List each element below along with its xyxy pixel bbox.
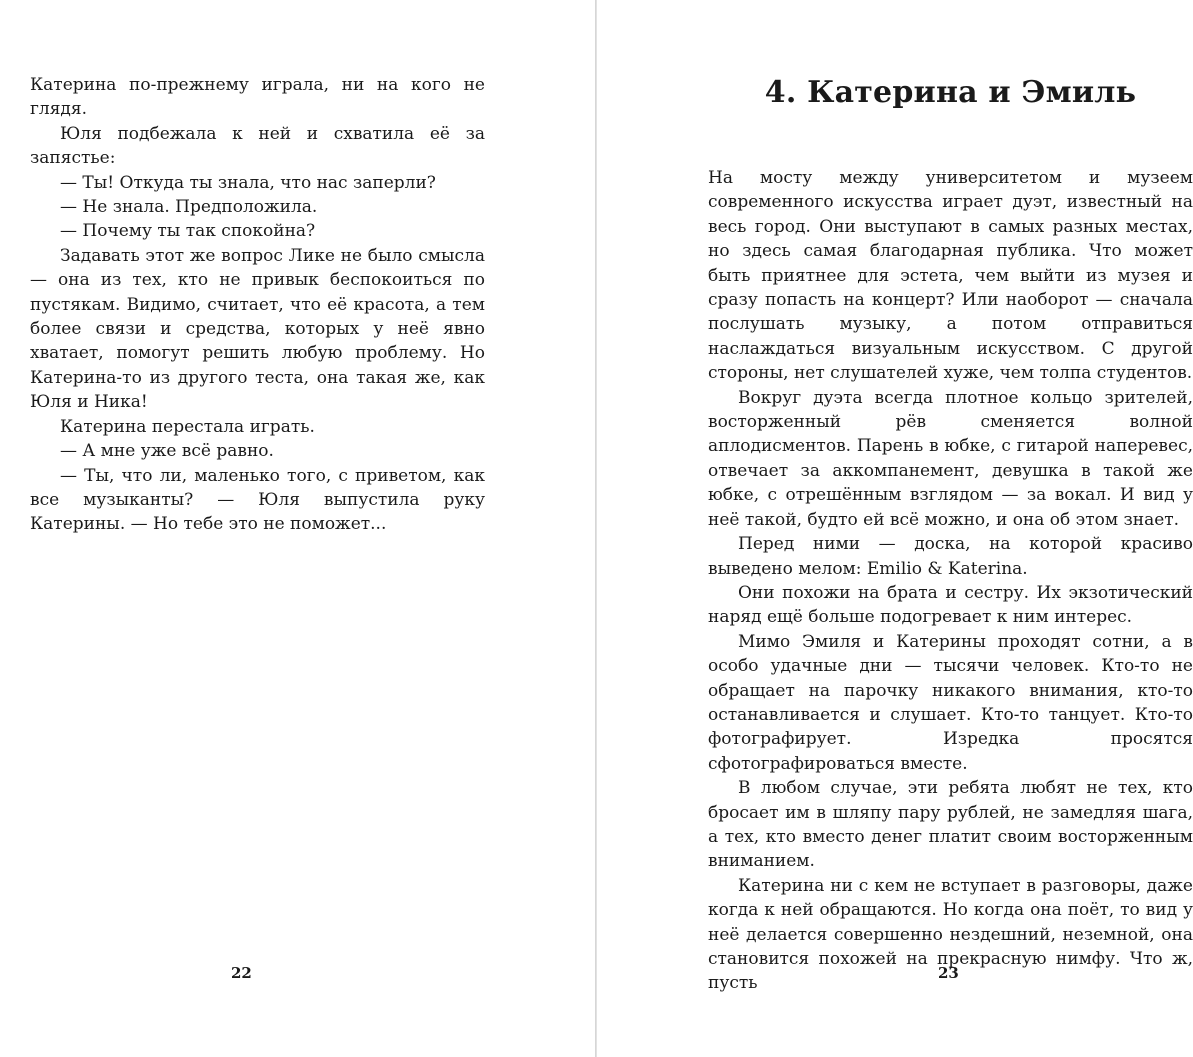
right-page <box>598 0 1193 1057</box>
paragraph: На мосту между университетом и музеем современного искусства играет дуэт, известный на весь город. Они выступают в самых разных местах, но здесь самая благодарная публика. Что может быть приятнее для эстета, чем выйти из музея и сразу попасть на концерт? Или наоборот — сначала послушать музыку, а потом отправиться наслаждаться визуальным искусством. С другой стороны, нет слушателей хуже, чем толпа студентов. <box>708 168 1193 384</box>
dialogue-line: — Ты, что ли, маленько того, с приветом, как все музыканты? — Юля выпустила руку Катерины. — Но тебе это не поможет... <box>30 465 485 535</box>
dialogue-line: — Ты! Откуда ты знала, что нас заперли? <box>60 172 436 193</box>
dialogue-line: — А мне уже всё равно. <box>60 441 274 462</box>
paragraph: Мимо Эмиля и Катерины проходят сотни, а в особо удачные дни — тысячи человек. Кто-то не обращает на парочку никакого внимания, кто-то останавливается и слушает. Кто-то танцует. Кто-то фотографирует. Изредка просятся сфотографироваться вместе. <box>708 631 1193 774</box>
paragraph: Катерина по-прежнему играла, ни на кого не глядя. <box>30 75 485 120</box>
dialogue-line: — Не знала. Предположила. <box>60 197 318 218</box>
paragraph: Перед ними — доска, на которой красиво выведено мелом: Emilio & Katerina. <box>708 534 1193 579</box>
right-page-body <box>708 166 1193 996</box>
page-number-right: 23 <box>938 964 959 982</box>
left-page-body <box>30 73 485 537</box>
paragraph: Катерина перестала играть. <box>60 416 315 437</box>
paragraph: Катерина ни с кем не вступает в разговоры, даже когда к ней обращаются. Но когда она поёт, то вид у неё делается совершенно нездешний, неземной, она становится похожей на прекрасную нимфу. Что ж, пусть <box>708 875 1193 994</box>
dialogue-line: — Почему ты так спокойна? <box>60 221 316 242</box>
page-number-left: 22 <box>231 964 252 982</box>
paragraph: В любом случае, эти ребята любят не тех, кто бросает им в шляпу пару рублей, не замедляя шага, а тех, кто вместо денег платит своим восторженным вниманием. <box>708 778 1193 872</box>
paragraph: Они похожи на брата и сестру. Их экзотический наряд ещё больше подогревает к ним интерес. <box>708 582 1193 628</box>
chapter-title: 4. Катерина и Эмиль <box>764 75 1137 110</box>
paragraph: Юля подбежала к ней и схватила её за запястье: <box>30 123 485 169</box>
book-gutter <box>595 0 597 1057</box>
left-page <box>0 0 596 1057</box>
paragraph: Задавать этот же вопрос Лике не было смысла — она из тех, кто не привык беспокоиться по пустякам. Видимо, считает, что её красота, а тем более связи и средства, которых у неё явно хватает, помогут решить любую проблему. Но Катерина-то из другого теста, она такая же, как Юля и Ника! <box>30 245 485 413</box>
paragraph: Вокруг дуэта всегда плотное кольцо зрителей, восторженный рёв сменяется волной аплодисментов. Парень в юбке, с гитарой наперевес, отвечает за аккомпанемент, девушка в такой же юбке, с отрешённым взглядом — за вокал. И вид у неё такой, будто ей всё можно, и она об этом знает. <box>708 387 1193 530</box>
